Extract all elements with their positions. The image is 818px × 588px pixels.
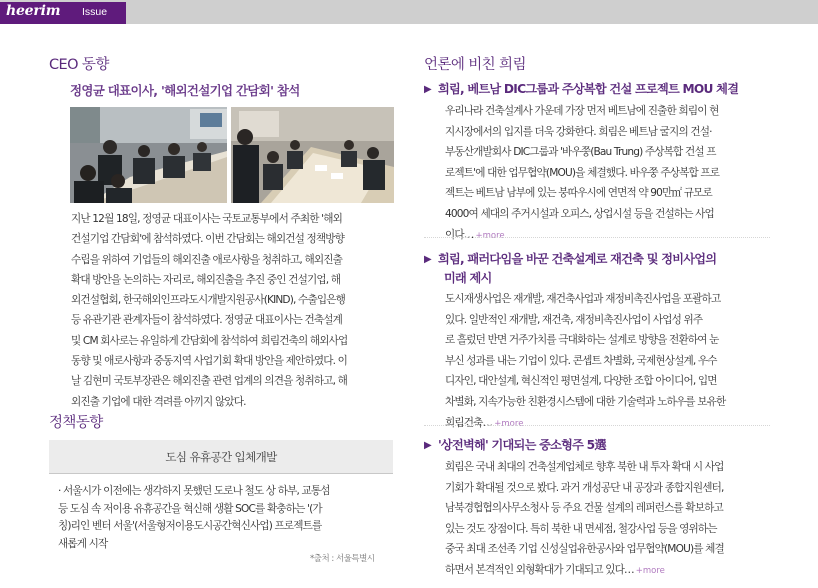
brand-badge [0, 2, 126, 24]
body-line: 있는 것도 장점이다. 특히 북한 내 면세점, 철강사업 등을 영위하는 [445, 522, 717, 535]
body-line: 로젝트'에 대한 업무협약(MOU)을 체결했다. 바우쭝 주상복합 프로 [445, 166, 720, 179]
article-3-headline[interactable] [424, 436, 606, 453]
article-1-headline[interactable] [424, 80, 738, 97]
body-line [445, 413, 725, 435]
article-divider [424, 425, 770, 426]
more-link[interactable]: +more [635, 565, 665, 576]
body-line: 디자인, 대안설계, 혁신적인 평면설계, 다양한 조합 아이디어, 입면 [445, 375, 717, 388]
body-line: 기회가 확대될 것으로 봤다. 과거 개성공단 내 공장과 종합지원센터, [445, 481, 724, 494]
body-line: 차별화, 지속가능한 친환경시스템에 대한 기술력과 노하우를 보유한 [445, 395, 726, 408]
body-line: 건설기업 간담회'에 참석하였다. 이번 간담회는 해외건설 정책방향 [71, 233, 345, 246]
meeting-photo-left [70, 107, 227, 203]
article-3-body [445, 457, 724, 582]
issue-label: Issue [82, 6, 108, 18]
triangle-bullet-icon: ▶ [424, 84, 431, 95]
article-2-body [445, 289, 725, 434]
body-line: 남북경협협의사무소청사 등 주요 건물 설계의 레퍼런스를 확보하고 [445, 502, 723, 515]
ceo-headline: 정영균 대표이사, '해외건설기업 간담회' 참석 [70, 83, 300, 98]
body-line: 희림은 국내 최대의 건축설계업체로 향후 북한 내 투자 확대 시 사업 [445, 461, 724, 473]
triangle-bullet-icon: ▶ [424, 254, 431, 265]
meeting-photo-right [231, 107, 394, 203]
article-2-headline[interactable] [424, 250, 716, 286]
body-line: 부동산개발회사 DIC그룹과 '바우쭝(Bau Trung) 주상복합 건설 프 [445, 146, 716, 159]
article-2-title-line-1[interactable]: 희림, 패러다임을 바꾼 건축설계로 재건축 및 정비사업의 [437, 252, 717, 266]
policy-topic-label: 도심 유휴공간 입체개발 [165, 450, 277, 464]
triangle-bullet-icon: ▶ [424, 440, 431, 451]
article-2-title-line-2[interactable]: 미래 제시 [444, 271, 492, 285]
article-1-title[interactable]: 희림, 베트남 DIC그룹과 주상복합 건설 프로젝트 MOU 체결 [437, 82, 739, 96]
body-line: 부신 성과를 내는 기업이 있다. 콘셉트 차별화, 국제현상설계, 우수 [445, 354, 717, 367]
brand-logo: heerim [6, 3, 61, 19]
body-line: 및 CM 회사로는 유일하게 간담회에 참석하여 희림건축의 해외사업 [71, 334, 348, 347]
body-line [445, 225, 719, 247]
body-line-text: 이다… [445, 228, 474, 241]
policy-body [58, 483, 330, 553]
more-link[interactable]: +more [475, 230, 505, 241]
body-line: 젝트는 베트남 남부에 있는 붕따우시에 연면적 약 90만㎡ 규모로 [445, 187, 712, 200]
body-line: 등 유관기관 관계자들이 참석하였다. 정영균 대표이사는 건축설계 [71, 314, 342, 327]
article-3-title[interactable]: '상전벽해' 기대되는 중소형주 5選 [437, 438, 606, 452]
media-section-title: 언론에 비친 희림 [424, 57, 526, 73]
article-divider [424, 237, 770, 238]
body-line: 우리나라 건축설계사 가운데 가장 먼저 베트남에 진출한 희림이 현 [445, 105, 719, 117]
ceo-article-body [71, 209, 401, 412]
article-1-body [445, 101, 719, 246]
policy-topic-box [49, 440, 393, 474]
body-line: 지시장에서의 입지를 더욱 강화한다. 희림은 베트남 굴지의 건설· [445, 125, 712, 138]
body-line [445, 560, 724, 582]
more-link[interactable]: +more [494, 418, 524, 429]
body-line: 등 도심 속 저이용 유휴공간을 혁신해 생활 SOC를 확충하는 '(가 [58, 502, 322, 515]
body-line: 확대 방안을 논의하는 자리로, 해외진출을 추진 중인 건설기업, 해 [71, 273, 341, 286]
body-line: 있다. 일반적인 재개발, 재건축, 재정비촉진사업이 사업성 위주 [445, 313, 703, 326]
body-line: 새롭게 시작 [58, 537, 108, 550]
body-line: · 서울시가 이전에는 생각하지 못했던 도로나 철도 상 하부, 교통섬 [58, 485, 330, 497]
body-line: 지난 12월 18일, 정영균 대표이사는 국토교통부에서 주최한 '해외 [71, 213, 342, 225]
body-line-text: 하면서 본격적인 외형확대가 기대되고 있다… [445, 563, 634, 576]
body-line: 칭)리인 벤터 서울'(서울형저이용도시공간혁신사업) 프로젝트를 [58, 520, 322, 533]
body-line-text: 희림건축… [445, 416, 493, 429]
body-line: 중국 최대 조선족 기업 신성실업유한공사와 업무협약(MOU)를 체결 [445, 543, 724, 556]
policy-section-title: 정책동향 [49, 415, 103, 431]
source-note: *출처 : 서울특별시 [310, 554, 375, 564]
body-line: 로 흘렀던 반면 거주가치를 극대화하는 설계로 방향을 전환하여 눈 [445, 334, 719, 347]
body-line: 동향 및 애로사항과 중동지역 사업기회 확대 방안을 제안하였다. 이 [71, 355, 348, 368]
ceo-section-title: CEO 동향 [49, 57, 109, 73]
body-line: 4000여 세대의 주거시설과 오피스, 상업시설 등을 건설하는 사업 [445, 207, 714, 220]
body-line: 외건설협회, 한국해외인프라도시개발지원공사(KIND), 수출입은행 [71, 294, 345, 307]
body-line: 날 김현미 국토부장관은 해외진출 관련 업계의 의견을 청취하고, 해 [71, 375, 348, 388]
body-line: 외진출 기업에 대한 격려를 아끼지 않았다. [71, 395, 246, 408]
body-line: 도시재생사업은 재개발, 재건축사업과 재정비촉진사업을 포괄하고 [445, 293, 721, 305]
body-line: 수립을 위하여 기업들의 해외진출 애로사항을 청취하고, 해외진출 [71, 253, 342, 266]
